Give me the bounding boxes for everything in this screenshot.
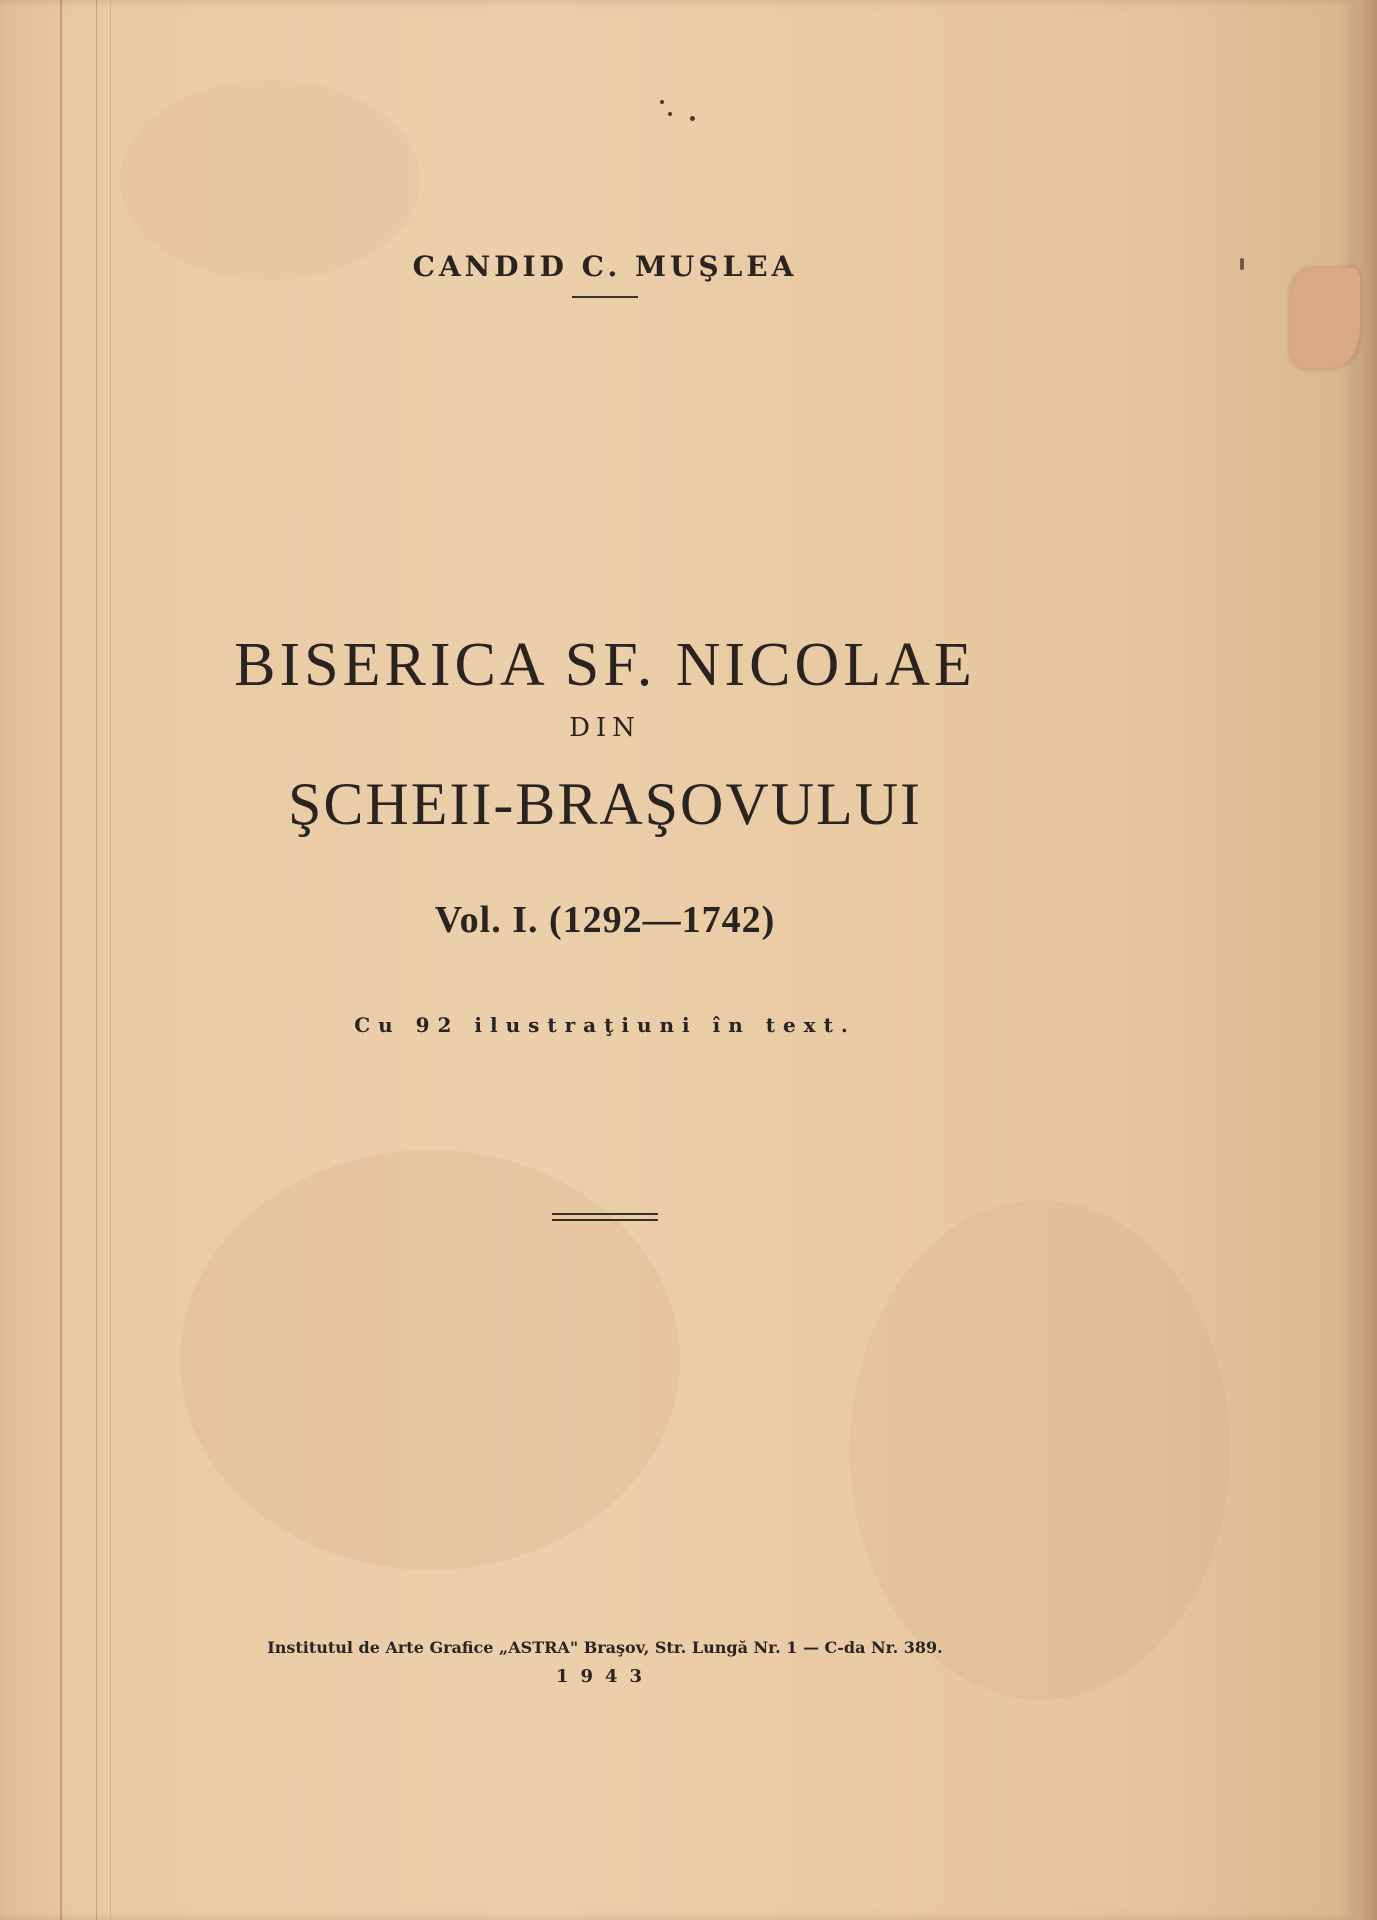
paper-stain — [850, 1200, 1230, 1700]
title-connector: DIN — [569, 713, 641, 743]
title-line-1: BISERICA SF. NICOLAE — [234, 631, 976, 699]
ink-speck — [660, 100, 664, 104]
author-underline — [572, 296, 638, 298]
title-line-2: ŞCHEII-BRAŞOVULUI — [288, 771, 922, 837]
spine-fold-line — [110, 0, 111, 1920]
volume-label: Vol. I. (1292—1742) — [434, 899, 776, 941]
publication-year: 1943 — [555, 1666, 655, 1687]
ink-speck — [690, 116, 695, 121]
publisher-imprint: Institutul de Arte Grafice „ASTRA" Braşov, Str. Lungă Nr. 1 — C-da Nr. 389. — [267, 1638, 943, 1657]
ornamental-double-rule-top — [552, 1213, 658, 1215]
spine-fold-line — [60, 0, 62, 1920]
ink-speck — [1240, 258, 1244, 270]
ornamental-double-rule-bottom — [552, 1219, 658, 1221]
torn-corner — [1290, 268, 1360, 368]
illustrations-note: Cu 92 ilustraţiuni în text. — [354, 1013, 856, 1037]
spine-fold-line — [96, 0, 97, 1920]
ink-speck — [668, 112, 672, 116]
author-name: CANDID C. MUŞLEA — [412, 250, 798, 283]
